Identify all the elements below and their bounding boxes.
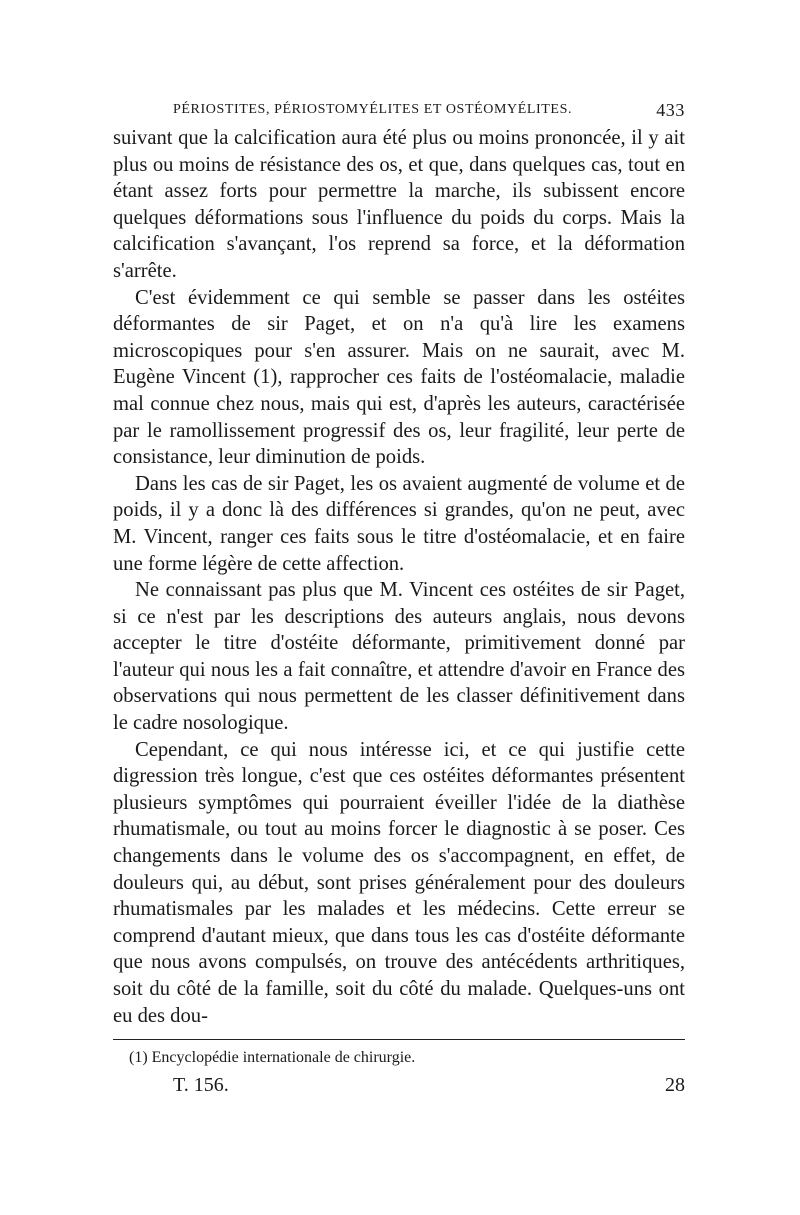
page-number: 433 (656, 100, 685, 120)
paragraph: Dans les cas de sir Paget, les os avaient augmenté de volume et de poids, il y a donc là des différences si grandes, qu'on ne peut, avec M. Vincent, ranger ces faits sous le titre d'ostéomalacie, et en faire une forme légère de cette affection. (113, 472, 685, 575)
paragraph: Cependant, ce qui nous intéresse ici, et ce qui justifie cette digression très longue, c'est que ces ostéites déformantes présentent plusieurs symptômes qui pourraient éveiller l'idée de la diathèse rhumatismale, ou tout au moins forcer le diagnostic à se poser. Ces changements dans le volume des os s'accompagnent, en effet, de douleurs qui, au début, sont prises généralement pour des douleurs rhumatismales par les malades et les médecins. Cette erreur se comprend d'autant mieux, que dans tous les cas d'ostéite déformante que nous avons compulsés, on trouve des antécédents arthritiques, soit du côté de la famille, soit du côté du malade. Quelques-uns ont eu des dou- (113, 738, 685, 1027)
footnote-divider (113, 1039, 685, 1040)
paragraph: C'est évidemment ce qui semble se passer dans les ostéites déformantes de sir Paget, et on n'a qu'à lire les examens microscopiques pour s'en assurer. Mais on ne saurait, avec M. Eugène Vincent (1), rapprocher ces faits de l'ostéomalacie, maladie mal connue chez nous, mais qui est, d'après les auteurs, caractérisée par le ramollissement progressif des os, leur fragilité, leur perte de consistance, leur diminution de poids. (113, 286, 685, 469)
sheet-number: 28 (665, 1074, 685, 1097)
running-title: PÉRIOSTITES, PÉRIOSTOMYÉLITES ET OSTÉOMYÉLITES. (173, 102, 573, 117)
paragraph-continued: suivant que la calcification aura été plus ou moins prononcée, il y ait plus ou moins de résistance des os, et que, dans quelques cas, tout en étant assez forts pour permettre la marche, ils subissent encore quelques déformations sous l'influence du poids du corps. Mais la calcification s'avançant, l'os reprend sa force, et la déformation s'arrête. (113, 127, 685, 282)
running-head (113, 95, 685, 125)
signature-mark: T. 156. (173, 1074, 229, 1097)
footnote: (1) Encyclopédie internationale de chirurgie. (129, 1049, 416, 1067)
page-footer (113, 1070, 685, 1100)
body-text (113, 125, 685, 1029)
paragraph: Ne connaissant pas plus que M. Vincent ces ostéites de sir Paget, si ce n'est par les descriptions des auteurs anglais, nous devons accepter le titre d'ostéite déformante, primitivement donné par l'auteur qui nous les a fait connaître, et attendre d'avoir en France des observations qui nous permettent de les classer définitivement dans le cadre nosologique. (113, 579, 685, 735)
book-page (113, 95, 685, 1100)
